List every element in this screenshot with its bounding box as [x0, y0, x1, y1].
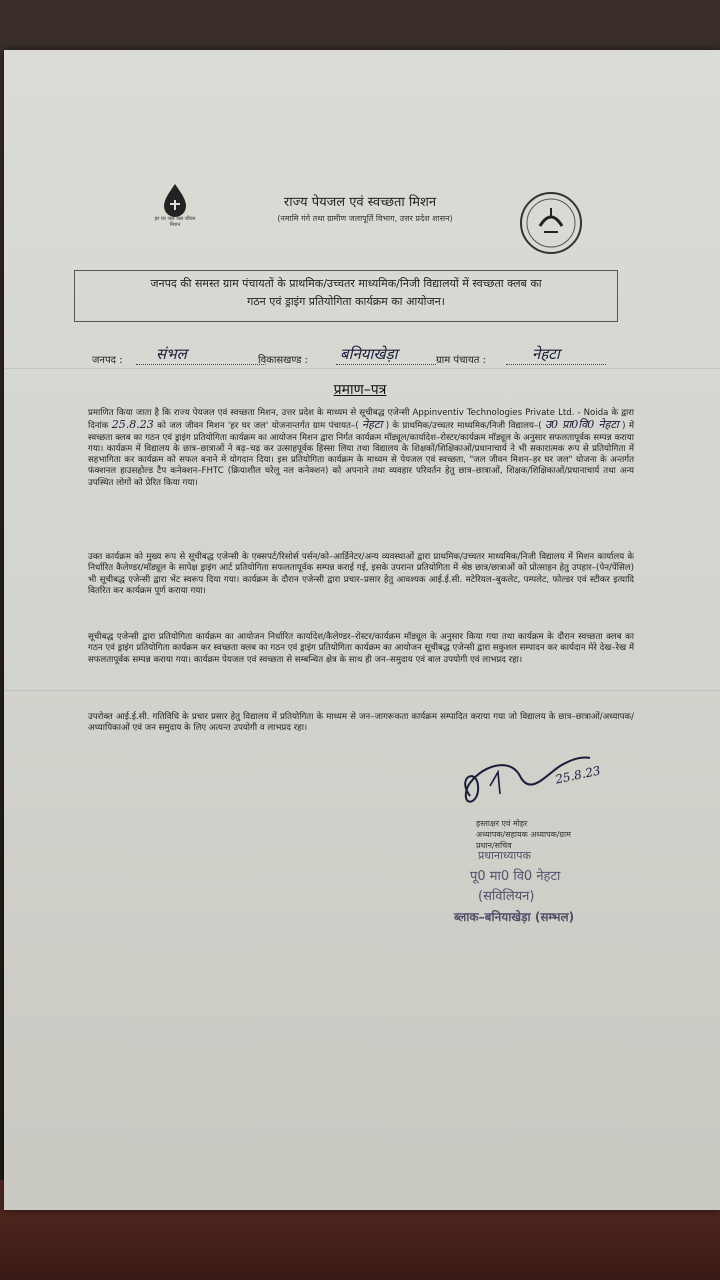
- signature-scribble: [450, 746, 610, 826]
- location-fields: [92, 346, 632, 372]
- block-label: विकासखण्ड :: [258, 355, 309, 366]
- water-drop-icon: [150, 182, 200, 218]
- district-label: जनपद :: [92, 355, 123, 366]
- handwritten-panchayat: नेहटा: [361, 418, 383, 432]
- block-value: बनियाखेड़ा: [340, 345, 398, 363]
- certificate-title: प्रमाण–पत्र: [333, 382, 387, 398]
- emblem-icon: [518, 190, 584, 256]
- program-title-line1: जनपद की समस्त ग्राम पंचायतों के प्राथमिक/उच्चतर माध्यमिक/निजी विद्यालयों में स्वच्छता क्लब का: [150, 277, 542, 290]
- panchayat-value: नेहटा: [532, 345, 560, 363]
- jal-jeevan-mission-logo: हर घर जल जल जीवन मिशन: [150, 182, 200, 242]
- program-title-line2: गठन एवं ड्राइंग प्रतियोगिता कार्यक्रम का आयोजन।: [247, 295, 445, 308]
- certificate-paper: [4, 50, 720, 1210]
- signature-date: 25.8.23: [554, 763, 602, 787]
- handwritten-date: 25.8.23: [111, 418, 154, 432]
- program-title-box: [74, 270, 618, 322]
- mission-title: राज्य पेयजल एवं स्वच्छता मिशन: [283, 195, 437, 210]
- up-government-emblem: [518, 190, 584, 256]
- paragraph-3: सूचीबद्ध एजेन्सी द्वारा प्रतियोगिता कार्यक्रम का आयोजन निर्धारित कार्यादेश/कैलेण्डर–रोस्टर/कार्यक्रम मॉड्यूल के अनुसार किया गया तथा कार्यक्रम के दौरान स्वच्छता क्लब का गठन एवं ड्राइंग प्रतियोगिता कार्यक्रम कर स्वच्छता क्लब का गठन एवं ड्राइंग प्रतियोगिता कार्यक्रम का आयोजन सूचीबद्ध एजेन्सी द्वारा सकुशल सम्पादन कर कार्यदान मेरे देख–रेख में सफलतापूर्वक सम्पन्न कराया गया। कार्यक्रम पेयजल एवं स्वच्छता से सम्बन्धित क्षेत्र के साथ ही जन–समुदाय एवं बाल उपयोगी एवं लाभप्रद रहा।: [88, 632, 634, 665]
- signature-block: हस्ताक्षर एवं मोहर अध्यापक/सहायक अध्यापक/ग्राम प्रधान/सचिव: [476, 819, 571, 850]
- paragraph-1: प्रमाणित किया जाता है कि राज्य पेयजल एवं स्वच्छता मिशन, उत्तर प्रदेश के माध्यम से सूचीबद्ध एजेन्सी Appinventiv Technologies Private Ltd. - Noida के द्वारा दिनांक 25.8.23 को जल जीवन मिशन 'हर घर जल' योजनान्तर्गत ग्राम पंचायत–( नेहटा ) के प्राथमिक/उच्चतर माध्यमिक/निजी विद्यालय–( उ0 प्रा0वि0 नेहटा ) में स्वच्छता क्लब का गठन एवं ड्राइंग प्रतियोगिता कार्यक्रम का आयोजन मिशन द्वारा निर्गत कार्यक्रम मॉड्यूल/कार्यादेश–रोस्टर/कार्यक्रम मॉड्यूल के अनुसार सफलतापूर्वक सम्पन्न कराया गया। कार्यक्रम में विद्यालय के छात्र–छात्राओं ने बढ़–चढ़ कर उत्साहपूर्वक हिस्सा लिया तथा विद्यालय के शिक्षकों/शिक्षिकाओं/प्रधानाचार्य ने भी सकारात्मक रूप से प्रतियोगिता में सहभागिता कर कार्यक्रम को सफल बनाने में योगदान दिया। इस प्रतियोगिता कार्यक्रम के माध्यम से पेयजल एवं स्वच्छता, "जल जीवन मिशन–हर घर जल" योजना के अन्तर्गत फंक्शनल हाउसहोल्ड टैप कनेक्शन–FHTC (क्रियाशील घरेलू नल कनेक्शन) को अपनाने तथा व्यवहार परिवर्तन हेतु छात्र–छात्राओं, शिक्षक/शिक्षिकाओं/प्रधानाचार्य तथा अन्य उपस्थित लोगों को प्रेरित किया गया।: [88, 408, 635, 488]
- district-value: संभल: [156, 345, 187, 363]
- handwritten-school: उ0 प्रा0वि0 नेहटा: [545, 418, 619, 432]
- mission-subtitle: (नमामि गंगे तथा ग्रामीण जलापूर्ति विभाग, उत्तर प्रदेश शासन): [277, 214, 453, 223]
- paragraph-4: उपरोक्त आई.ई.सी. गतिविधि के प्रचार प्रसार हेतु विद्यालय में प्रतियोगिता के माध्यम से जन–जागरूकता कार्यक्रम सम्पादित कराया गया जो विद्यालय के छात्र–छात्राओं/अध्यापक/अध्यापिकाओं एवं जन समुदाय के लिए अत्यन्त उपयोगी व लाभप्रद रहा।: [88, 712, 634, 734]
- panchayat-label: ग्राम पंचायत :: [436, 355, 487, 366]
- paragraph-2: उक्त कार्यक्रम को मुख्य रूप से सूचीबद्ध एजेन्सी के एक्सपर्ट/रिसोर्स पर्सन/को–आर्डिनेटर/अन्य व्यवस्थाओं द्वारा प्राथमिक/उच्चतर माध्यमिक/निजी विद्यालय में मिशन कार्यालय के निर्धारित कैलेण्डर/मॉड्यूल के सापेक्ष ड्राइंग आर्ट प्रतियोगिता सफलतापूर्वक सम्पन्न कराई गई, इसके उपरान्त प्रतियोगिता में श्रेष्ठ छात्र/छात्राओं को प्रोत्साहन हेतु उपहार–(पेन/पेंसिल) भी सूचीबद्ध एजेन्सी द्वारा भेंट स्वरूप दिया गया। कार्यक्रम के दौरान एजेन्सी द्वारा प्रचार–प्रसार हेतु आवश्यक आई.ई.सी. मटेरियल–बुकलेट, पम्पलेट, फोल्डर एवं स्टीकर इत्यादि वितरित कर कार्यक्रम पूर्ण कराया गया।: [88, 552, 634, 596]
